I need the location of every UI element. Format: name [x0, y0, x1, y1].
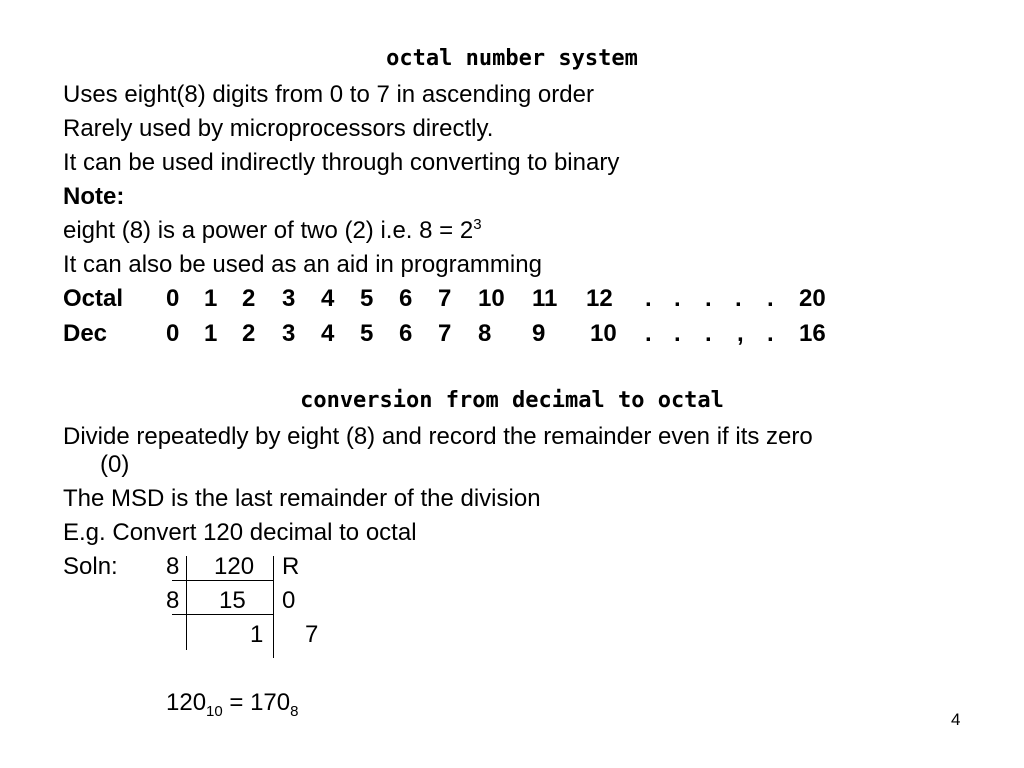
- soln-label: Soln:: [63, 553, 118, 580]
- note-label: Note:: [63, 183, 125, 210]
- table-cell: 10: [590, 320, 617, 347]
- dividend: 15: [219, 587, 246, 614]
- table-cell: 5: [360, 320, 374, 347]
- table-cell: 1: [204, 320, 218, 347]
- table-cell: .: [705, 320, 712, 347]
- table-cell: 8: [478, 320, 492, 347]
- table-cell: .: [735, 285, 742, 312]
- table-cell: 7: [438, 320, 452, 347]
- table-cell: 11: [532, 285, 558, 312]
- remainder: 0: [282, 587, 296, 614]
- table-cell: 1: [204, 285, 218, 312]
- table-cell: 9: [532, 320, 546, 347]
- body-line-example: E.g. Convert 120 decimal to octal: [63, 519, 417, 546]
- table-cell: 3: [282, 285, 296, 312]
- table-cell: 16: [799, 320, 826, 347]
- result-equals: = 170: [222, 689, 291, 716]
- remainder: R: [282, 553, 300, 580]
- octal-row-label: Octal: [63, 285, 124, 312]
- table-cell: .: [645, 320, 652, 347]
- table-cell: 6: [399, 285, 413, 312]
- page-number: 4: [951, 710, 961, 729]
- result-left: 120: [166, 689, 207, 716]
- body-line-microprocessors: Rarely used by microprocessors directly.: [63, 115, 494, 142]
- table-cell: .: [767, 285, 774, 312]
- table-cell: 0: [166, 320, 180, 347]
- table-cell: 7: [438, 285, 452, 312]
- result-equation: [166, 689, 299, 720]
- table-cell: .: [767, 320, 774, 347]
- dec-row-label: Dec: [63, 320, 108, 347]
- body-line-power: [63, 217, 482, 245]
- body-line-divide-cont: (0): [100, 451, 130, 478]
- table-cell: 4: [321, 320, 335, 347]
- result-right-base: 8: [290, 702, 299, 720]
- dividend: 120: [214, 553, 255, 580]
- section-heading-octal: octal number system: [386, 46, 638, 71]
- table-cell: .: [705, 285, 712, 312]
- table-cell: .: [674, 285, 681, 312]
- divisor: 8: [166, 587, 180, 614]
- table-cell: 4: [321, 285, 335, 312]
- body-line-msd: The MSD is the last remainder of the division: [63, 485, 541, 512]
- table-cell: 0: [166, 285, 180, 312]
- table-cell: 10: [478, 285, 505, 312]
- remainder: 7: [305, 621, 319, 648]
- dividend: 1: [250, 621, 264, 648]
- section-heading-conversion: conversion from decimal to octal: [300, 388, 724, 413]
- table-cell: 2: [242, 285, 256, 312]
- body-line-divide: Divide repeatedly by eight (8) and record the remainder even if its zero: [63, 423, 813, 450]
- body-line-binary: It can be used indirectly through converting to binary: [63, 149, 620, 176]
- body-line-digits: Uses eight(8) digits from 0 to 7 in ascending order: [63, 81, 594, 108]
- table-cell: 3: [282, 320, 296, 347]
- table-cell: ,: [737, 320, 744, 347]
- table-cell: 2: [242, 320, 256, 347]
- table-cell: 6: [399, 320, 413, 347]
- result-left-base: 10: [206, 702, 223, 720]
- power-text: eight (8) is a power of two (2) i.e. 8 = 2: [63, 217, 474, 244]
- division-line: [172, 614, 273, 615]
- division-line: [172, 580, 273, 581]
- division-left-bar: [186, 556, 187, 650]
- divisor: 8: [166, 553, 180, 580]
- table-cell: 12: [586, 285, 613, 312]
- body-line-aid: It can also be used as an aid in programming: [63, 251, 542, 278]
- division-right-bar: [273, 556, 274, 658]
- table-cell: 20: [799, 285, 826, 312]
- table-cell: .: [674, 320, 681, 347]
- table-cell: 5: [360, 285, 374, 312]
- table-cell: .: [645, 285, 652, 312]
- power-exponent: 3: [473, 216, 482, 233]
